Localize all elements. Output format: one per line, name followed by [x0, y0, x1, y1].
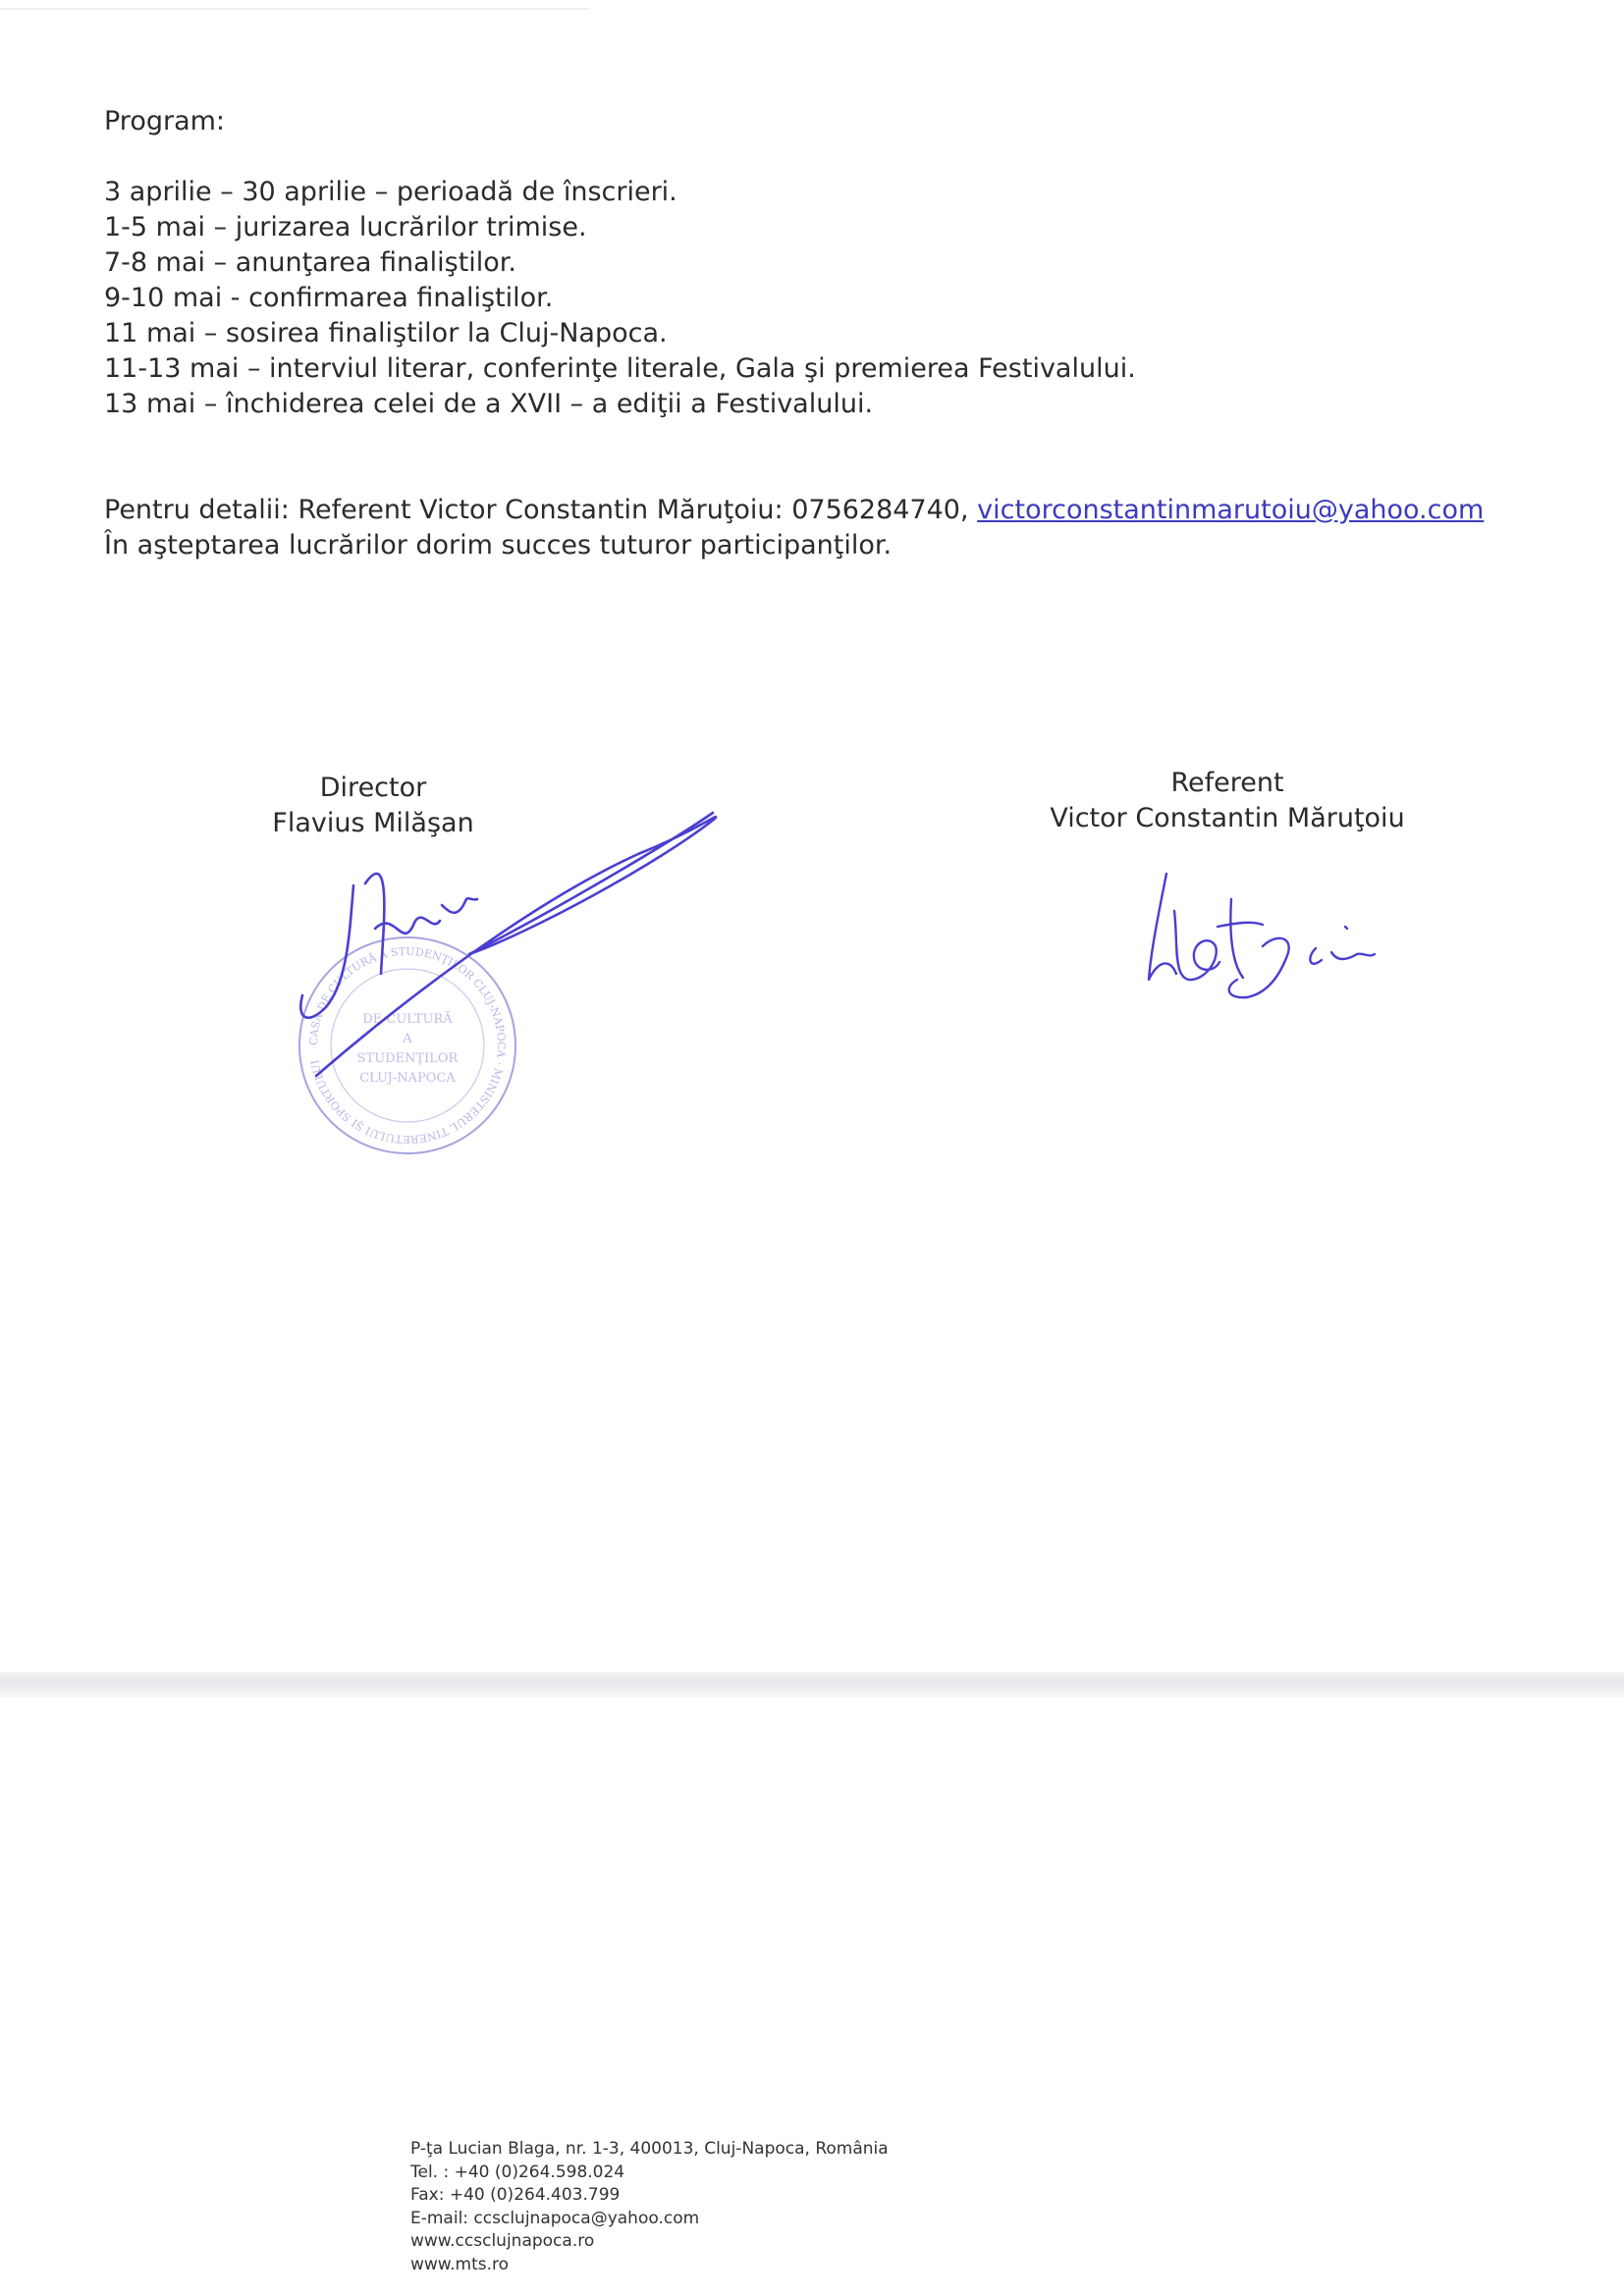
- program-item: 1-5 mai – jurizarea lucrărilor trimise.: [104, 212, 587, 242]
- program-item: 11-13 mai – interviul literar, conferinţe literale, Gala şi premierea Festivalului.: [104, 353, 1136, 384]
- details-prefix: Pentru detalii: Referent Victor Constantin Măruţoiu: 0756284740,: [104, 495, 978, 525]
- scan-artifact-line: [0, 8, 589, 10]
- referent-signature-block: [1011, 766, 1443, 836]
- program-heading: Program:: [104, 106, 226, 136]
- main-text: [104, 104, 1538, 563]
- closing-line: În aşteptarea lucrărilor dorim succes tuturor participanţilor.: [104, 530, 893, 561]
- program-item: 11 mai – sosirea finaliştilor la Cluj-Napoca.: [104, 318, 668, 348]
- footer-fax: Fax: +40 (0)264.403.799: [410, 2185, 621, 2205]
- contact-details: [104, 493, 1538, 563]
- footer-email: E-mail: ccsclujnapoca@yahoo.com: [410, 2208, 700, 2228]
- footer-website: www.mts.ro: [410, 2254, 510, 2274]
- director-name: Flavius Milăşan: [272, 808, 474, 838]
- director-handwritten-signature: [285, 785, 736, 1080]
- footer-address: P-ţa Lucian Blaga, nr. 1-3, 400013, Cluj-Napoca, România: [410, 2139, 889, 2159]
- stamp-center-line: A: [403, 1032, 412, 1046]
- referent-name: Victor Constantin Măruţoiu: [1050, 803, 1405, 833]
- stamp-center-line: CLUJ-NAPOCA: [359, 1071, 456, 1086]
- stamp-ring-text: CASA DE CULTURĂ A STUDENŢILOR CLUJ-NAPOCA · MINISTERUL TINERETULUI ŞI SPORTULUI: [306, 944, 509, 1147]
- program-item: 13 mai – închiderea celei de a XVII – a ediţii a Festivalului.: [104, 389, 874, 419]
- director-role: Director: [319, 773, 427, 803]
- program-item: 9-10 mai - confirmarea finaliştilor.: [104, 283, 554, 313]
- stamp-center-line: STUDENŢILOR: [356, 1051, 459, 1066]
- program-list: [104, 175, 1538, 422]
- scan-fold-band: [0, 1672, 1624, 1697]
- referent-role: Referent: [1170, 768, 1284, 798]
- program-item: 3 aprilie – 30 aprilie – perioadă de înscrieri.: [104, 177, 677, 207]
- details-line: [104, 493, 1538, 528]
- email-link[interactable]: victorconstantinmarutoiu@yahoo.com: [977, 495, 1485, 525]
- footer-tel: Tel. : +40 (0)264.598.024: [410, 2162, 625, 2182]
- stamp-center-line: DE CULTURĂ: [362, 1012, 453, 1027]
- footer-contact: [410, 2138, 889, 2276]
- footer-website: www.ccsclujnapoca.ro: [410, 2231, 595, 2251]
- program-item: 7-8 mai – anunţarea finaliştilor.: [104, 247, 517, 278]
- referent-handwritten-signature: [1129, 864, 1384, 1011]
